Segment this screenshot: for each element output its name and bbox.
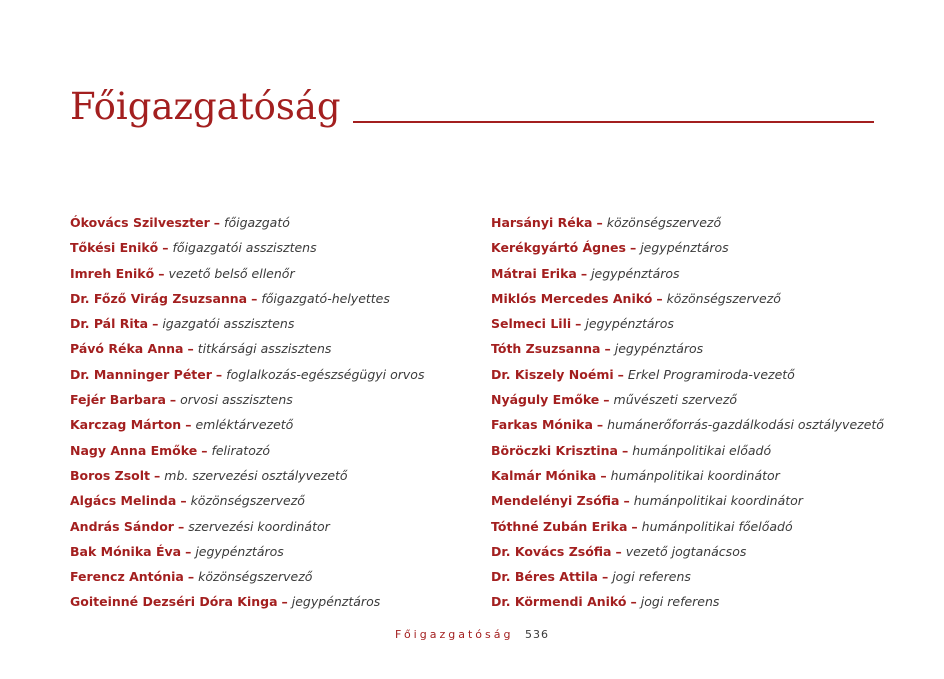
staff-entry <box>491 261 911 286</box>
staff-name: Kalmár Mónika <box>491 467 597 483</box>
staff-role: jegypénztáros <box>585 316 674 332</box>
separator-dash: – <box>201 442 208 458</box>
staff-role: mb. szervezési osztályvezető <box>164 467 348 483</box>
staff-role: művészeti szervező <box>613 392 738 408</box>
staff-name: Mátrai Erika <box>491 265 577 281</box>
separator-dash: – <box>604 341 611 357</box>
staff-entry <box>70 311 470 336</box>
staff-name: Dr. Főző Virág Zsuzsanna <box>70 290 248 306</box>
separator-dash: – <box>621 442 629 458</box>
staff-entry <box>70 539 470 564</box>
staff-entry <box>491 235 911 260</box>
staff-name: Boros Zsolt <box>70 467 151 483</box>
separator-dash: – <box>187 569 195 585</box>
staff-role: vezető jogtanácsos <box>625 543 747 559</box>
staff-role: orvosi asszisztens <box>180 392 293 408</box>
separator-dash: – <box>152 316 159 332</box>
staff-name: Fejér Barbara <box>70 392 166 408</box>
page-footer <box>0 628 944 641</box>
staff-role: humánpolitikai főelőadó <box>641 518 793 534</box>
separator-dash: – <box>281 594 288 610</box>
staff-role: közönségszervező <box>198 569 313 585</box>
page-number: 536 <box>524 628 549 641</box>
staff-entry <box>491 286 911 311</box>
separator-dash: – <box>623 493 630 509</box>
staff-entry <box>491 438 911 463</box>
staff-entry <box>70 210 470 235</box>
page-title: Főigazgatóság <box>70 85 341 128</box>
separator-dash: – <box>187 341 194 357</box>
staff-name: Nyáguly Emőke <box>491 392 600 408</box>
separator-dash: – <box>601 569 609 585</box>
staff-entry <box>70 286 470 311</box>
staff-entry <box>491 463 911 488</box>
staff-name: Dr. Kovács Zsófia <box>491 543 612 559</box>
staff-entry <box>70 438 470 463</box>
separator-dash: – <box>177 518 185 534</box>
separator-dash: – <box>575 316 582 332</box>
staff-name: Miklós Mercedes Anikó <box>491 290 653 306</box>
staff-entry <box>491 589 911 614</box>
staff-name: Mendelényi Zsófia <box>491 493 620 509</box>
separator-dash: – <box>631 518 638 534</box>
staff-entry <box>70 514 470 539</box>
footer-label: Főigazgatóság <box>395 628 514 641</box>
staff-entry <box>491 387 911 412</box>
separator-dash: – <box>251 290 258 306</box>
staff-entry <box>70 235 470 260</box>
staff-role: közönségszervező <box>606 215 722 230</box>
staff-entry <box>70 463 470 488</box>
staff-list-right <box>491 210 911 615</box>
staff-entry <box>70 362 470 387</box>
staff-name: Selmeci Lili <box>491 316 572 332</box>
staff-name: Bak Mónika Éva <box>70 543 182 559</box>
staff-name: Pávó Réka Anna <box>70 341 184 357</box>
staff-entry <box>70 412 470 437</box>
staff-entry <box>491 336 911 361</box>
staff-entry <box>70 488 470 513</box>
staff-name: Ókovács Szilveszter <box>70 215 210 230</box>
separator-dash: – <box>169 392 177 408</box>
separator-dash: – <box>154 467 161 483</box>
staff-name: Goiteinné Dezséri Dóra Kinga <box>70 594 278 610</box>
staff-name: Ferencz Antónia <box>70 569 184 585</box>
staff-list-left <box>70 210 470 615</box>
separator-dash: – <box>180 493 187 509</box>
staff-name: Dr. Körmendi Anikó <box>491 594 627 610</box>
separator-dash: – <box>630 594 637 610</box>
staff-entry <box>491 311 911 336</box>
staff-name: Tőkési Enikő <box>70 240 159 256</box>
staff-entry <box>491 488 911 513</box>
staff-role: titkársági asszisztens <box>197 341 332 357</box>
staff-name: Dr. Manninger Péter <box>70 366 212 382</box>
staff-entry <box>491 210 911 235</box>
staff-name: Imreh Enikő <box>70 265 155 281</box>
title-rule <box>353 121 874 123</box>
staff-role: jegypénztáros <box>640 240 729 256</box>
staff-role: főigazgató <box>224 215 290 230</box>
staff-role: igazgatói asszisztens <box>162 316 295 332</box>
separator-dash: – <box>162 240 169 256</box>
staff-entry <box>491 412 911 437</box>
separator-dash: – <box>603 392 610 408</box>
staff-role: közönségszervező <box>666 290 781 306</box>
separator-dash: – <box>617 366 624 382</box>
separator-dash: – <box>185 417 192 433</box>
staff-entry <box>70 261 470 286</box>
staff-name: Tóth Zsuzsanna <box>491 341 601 357</box>
staff-role: feliratozó <box>211 442 271 458</box>
separator-dash: – <box>596 215 603 230</box>
staff-name: Nagy Anna Emőke <box>70 442 198 458</box>
staff-role: vezető belső ellenőr <box>168 265 295 281</box>
staff-name: Tóthné Zubán Erika <box>491 518 628 534</box>
staff-role: jegypénztáros <box>195 543 284 559</box>
staff-role: jogi referens <box>640 594 720 610</box>
staff-name: Dr. Kiszely Noémi <box>491 366 614 382</box>
title-row <box>70 85 874 128</box>
staff-entry <box>70 589 470 614</box>
staff-role: humánerőforrás-gazdálkodási osztályvezető <box>607 417 884 433</box>
staff-role: humánpolitikai koordinátor <box>633 493 803 509</box>
staff-role: jegypénztáros <box>291 594 381 610</box>
staff-name: András Sándor <box>70 518 174 534</box>
separator-dash: – <box>615 543 622 559</box>
separator-dash: – <box>215 366 223 382</box>
staff-role: jegypénztáros <box>614 341 704 357</box>
staff-role: humánpolitikai koordinátor <box>610 467 780 483</box>
staff-name: Algács Melinda <box>70 493 177 509</box>
staff-entry <box>70 564 470 589</box>
staff-role: főigazgatói asszisztens <box>172 240 317 256</box>
staff-name: Harsányi Réka <box>491 215 593 230</box>
staff-role: közönségszervező <box>190 493 305 509</box>
staff-name: Dr. Pál Rita <box>70 316 149 332</box>
staff-name: Dr. Béres Attila <box>491 569 598 585</box>
separator-dash: – <box>213 215 221 230</box>
staff-role: jegypénztáros <box>591 265 680 281</box>
separator-dash: – <box>600 467 607 483</box>
separator-dash: – <box>656 290 663 306</box>
staff-entry <box>70 387 470 412</box>
staff-name: Böröczki Krisztina <box>491 442 618 458</box>
staff-role: jogi referens <box>612 569 691 585</box>
staff-entry <box>491 514 911 539</box>
staff-role: humánpolitikai előadó <box>632 442 772 458</box>
staff-name: Karczag Márton <box>70 417 182 433</box>
staff-role: foglalkozás-egészségügyi orvos <box>226 366 425 382</box>
staff-role: Erkel Programiroda-vezető <box>627 366 795 382</box>
staff-role: szervezési koordinátor <box>188 518 330 534</box>
separator-dash: – <box>580 265 588 281</box>
staff-entry <box>491 539 911 564</box>
staff-role: főigazgató-helyettes <box>261 290 390 306</box>
separator-dash: – <box>158 265 165 281</box>
separator-dash: – <box>596 417 604 433</box>
separator-dash: – <box>629 240 637 256</box>
staff-entry <box>491 564 911 589</box>
separator-dash: – <box>185 543 192 559</box>
staff-role: emléktárvezető <box>195 417 294 433</box>
staff-name: Farkas Mónika <box>491 417 593 433</box>
staff-entry <box>70 336 470 361</box>
staff-name: Kerékgyártó Ágnes <box>491 240 626 256</box>
staff-entry <box>491 362 911 387</box>
